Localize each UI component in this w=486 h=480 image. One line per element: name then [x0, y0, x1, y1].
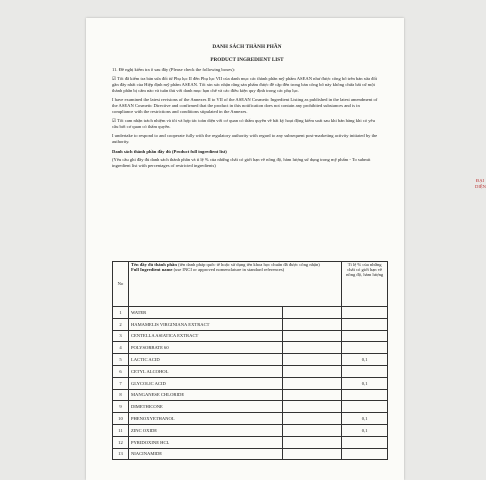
- ingredient-no: 13: [113, 448, 129, 460]
- document-subtitle: PRODUCT INGREDIENT LIST: [210, 57, 284, 63]
- table-row: [113, 448, 388, 460]
- document-body: [112, 44, 382, 169]
- check-question: 11. Đề nghị kiểm tra ô sau đây (Please check the following boxes):: [112, 67, 235, 72]
- ingredient-mark: [282, 436, 341, 448]
- ingredient-mark: [282, 307, 341, 319]
- ingredient-name: WATER: [128, 307, 282, 319]
- ingredient-name: CETYL ALCOHOL: [128, 365, 282, 377]
- ingredient-no: 12: [113, 436, 129, 448]
- table-row: [113, 413, 388, 425]
- header-no: No: [113, 262, 129, 307]
- table-row: [113, 377, 388, 389]
- ingredient-name: HAMAMELIS VIRGINIANA EXTRACT: [128, 318, 282, 330]
- ingredient-mark: [282, 389, 341, 401]
- ingredient-name: ZINC OXIDE: [128, 424, 282, 436]
- ingredient-no: 9: [113, 401, 129, 413]
- ingredient-percentage: [342, 365, 388, 377]
- ingredient-mark: [282, 424, 341, 436]
- table-row: [113, 318, 388, 330]
- ingredient-mark: [282, 354, 341, 366]
- ingredient-no: 3: [113, 330, 129, 342]
- header-percentage: Tỉ lệ % của những chất có giới hạn về nồng độ, hàm lượng: [342, 262, 388, 307]
- header-ingredient-name: [128, 262, 341, 307]
- ingredient-no: 5: [113, 354, 129, 366]
- ingredient-no: 11: [113, 424, 129, 436]
- ingredient-percentage: [342, 448, 388, 460]
- declaration-vi-1: ☑ Tôi đã kiểm tra bản sửa đổi từ Phụ lục II đến Phụ lục VII của danh mục các thành phần mỹ phẩm ASEAN như được công bố trên bản sửa đổi gần đây nhất của Hiệp định mỹ phẩm ASEAN. Tôi xin xác nhận rằng sản phẩm được đề cập đến trong bản công bố này không chứa bất cứ một thành phần bị cấm nào và tuân thủ với danh mục hạn chế và các điều kiện quy định trong các phụ lục.: [112, 76, 378, 93]
- ingredient-name: LACTIC ACID: [128, 354, 282, 366]
- ingredient-percentage: 0,1: [342, 413, 388, 425]
- ingredient-table: [112, 261, 388, 460]
- header-name-vi-note: (tên danh pháp quốc tế hoặc sử dụng tên khoa học chuẩn đã được công nhận): [178, 262, 320, 267]
- ingredient-no: 4: [113, 342, 129, 354]
- ingredient-percentage: [342, 307, 388, 319]
- ingredient-percentage: [342, 342, 388, 354]
- header-name-vi: Tên đầy đủ thành phần: [130, 262, 177, 267]
- table-row: [113, 401, 388, 413]
- ingredient-name: DIMETHICONE: [128, 401, 282, 413]
- table-row: [113, 436, 388, 448]
- ingredient-percentage: 0,1: [342, 424, 388, 436]
- document-title: DANH SÁCH THÀNH PHẦN: [212, 44, 282, 50]
- ingredient-section-note: (Yêu cầu ghi đầy đủ danh sách thành phần và tỉ lệ % của những chất có giới hạn về nồng độ, hàm lượng sử dụng trong mỹ phẩm - To submit ingredient list with percentages of restricted ingredients): [112, 157, 371, 168]
- ingredient-name: POLYSORBATE 60: [128, 342, 282, 354]
- ingredient-no: 1: [113, 307, 129, 319]
- ingredient-section-heading: Danh sách thành phần đầy đủ (Product full ingredient list): [112, 149, 227, 154]
- ingredient-no: 2: [113, 318, 129, 330]
- document-page: [86, 18, 486, 480]
- ingredient-percentage: [342, 318, 388, 330]
- side-stamp-text: ĐẠI DIỆN: [475, 178, 486, 189]
- ingredient-no: 6: [113, 365, 129, 377]
- table-row: [113, 424, 388, 436]
- declaration-en-1: I have examined the latest revisions of the Annexes II to VII of the ASEAN Cosmetic Ingredient Listing as published in the latest amendment of the ASEAN Cosmetic Directive and confirmed that the product in this notification does not contain any prohibited substances and is in compliance with the restrictions and conditions stipulated in the Annexes.: [112, 97, 378, 114]
- ingredient-mark: [282, 365, 341, 377]
- ingredient-percentage: [342, 436, 388, 448]
- declaration-vi-2: ☑ Tôi cam nhận trách nhiệm và tôi và hợp tác toàn diện với cơ quan có thẩm quyền về bất kỳ hoạt động kiểm soát sau khi bán hàng khi có yêu cầu bởi cơ quan có thẩm quyền.: [112, 118, 375, 129]
- header-name-en-note: (use INCI or approved nomenclature in standard references): [173, 267, 285, 273]
- ingredient-mark: [282, 330, 341, 342]
- ingredient-name: PYRIDOXINE HCL: [128, 436, 282, 448]
- ingredient-percentage: 0,1: [342, 377, 388, 389]
- ingredient-percentage: [342, 330, 388, 342]
- table-row: [113, 342, 388, 354]
- ingredient-mark: [282, 401, 341, 413]
- ingredient-no: 8: [113, 389, 129, 401]
- ingredient-mark: [282, 377, 341, 389]
- ingredient-name: NIACINAMIDE: [128, 448, 282, 460]
- ingredient-mark: [282, 448, 341, 460]
- ingredient-percentage: [342, 401, 388, 413]
- ingredient-mark: [282, 342, 341, 354]
- ingredient-name: GLYCOLIC ACID: [128, 377, 282, 389]
- table-row: [113, 307, 388, 319]
- ingredient-mark: [282, 413, 341, 425]
- ingredient-name: PHENOXYETHANOL: [128, 413, 282, 425]
- table-row: [113, 389, 388, 401]
- table-row: [113, 354, 388, 366]
- ingredient-percentage: 0,1: [342, 354, 388, 366]
- ingredient-name: CENTELLA ASIATICA EXTRACT: [128, 330, 282, 342]
- ingredient-no: 10: [113, 413, 129, 425]
- ingredient-percentage: [342, 389, 388, 401]
- ingredient-name: MANGANESE CHLORIDE: [128, 389, 282, 401]
- ingredient-no: 7: [113, 377, 129, 389]
- table-header-row: [113, 262, 388, 307]
- ingredient-mark: [282, 318, 341, 330]
- header-name-en: Full Ingredient name: [130, 267, 173, 273]
- declaration-en-2: I undertake to respond to and cooperate fully with the regulatory authority with regard to any subsequent post-marketing activity initiated by the authority.: [112, 133, 378, 144]
- ingredient-rows: [113, 307, 388, 460]
- table-row: [113, 330, 388, 342]
- table-row: [113, 365, 388, 377]
